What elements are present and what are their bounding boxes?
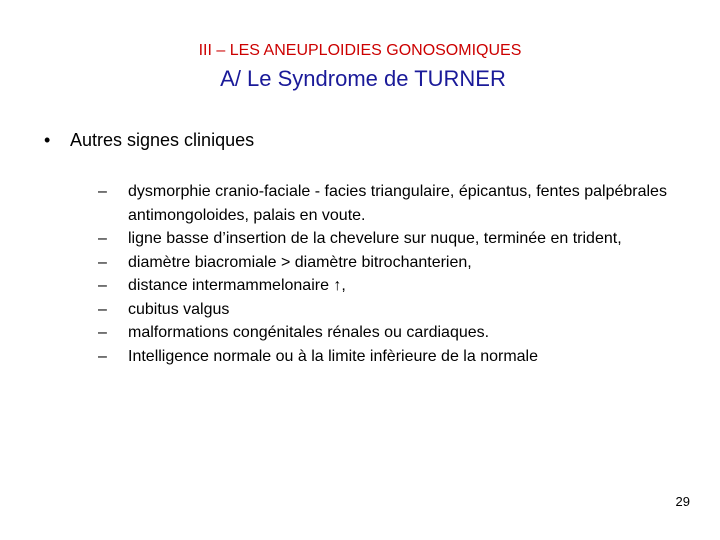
list-item xyxy=(98,321,688,345)
section-heading-text: III – LES ANEUPLOIDIES GONOSOMIQUES xyxy=(198,42,522,59)
bullet-marker: • xyxy=(44,130,51,150)
dash-marker: – xyxy=(98,230,107,247)
list-item-text: distance intermammelonaire ↑, xyxy=(128,277,346,294)
slide-title: A/ Le Syndrome de TURNER xyxy=(220,66,506,91)
list-item-text: Intelligence normale ou à la limite infèrieure de la normale xyxy=(128,347,538,365)
list-item-text: ligne basse d’insertion de la chevelure sur nuque, terminée en trident, xyxy=(128,230,622,247)
list-item xyxy=(98,251,688,275)
dash-marker: – xyxy=(98,183,107,200)
main-bullet xyxy=(44,128,254,152)
page-number: 29 xyxy=(675,494,690,509)
dash-marker: – xyxy=(98,347,107,365)
list-item-text: malformations congénitales rénales ou cardiaques. xyxy=(128,324,490,341)
section-heading xyxy=(0,40,720,62)
list-item-text: cubitus valgus xyxy=(128,300,230,318)
list-item xyxy=(98,180,688,227)
list-item-text: diamètre biacromiale > diamètre bitrochanterien, xyxy=(128,253,472,271)
list-item xyxy=(98,345,688,369)
dash-marker: – xyxy=(98,324,107,341)
list-item xyxy=(98,274,688,298)
list-item xyxy=(98,227,688,251)
sub-item-list xyxy=(98,180,688,368)
list-item xyxy=(98,298,688,322)
dash-marker: – xyxy=(98,300,107,318)
list-item-text: dysmorphie cranio-faciale - facies triangulaire, épicantus, fentes palpébrales antimongoloides, palais en voute. xyxy=(128,183,667,224)
main-bullet-text: Autres signes cliniques xyxy=(70,130,255,150)
dash-marker: – xyxy=(98,253,107,271)
dash-marker: – xyxy=(98,277,107,294)
slide-header xyxy=(0,40,720,94)
